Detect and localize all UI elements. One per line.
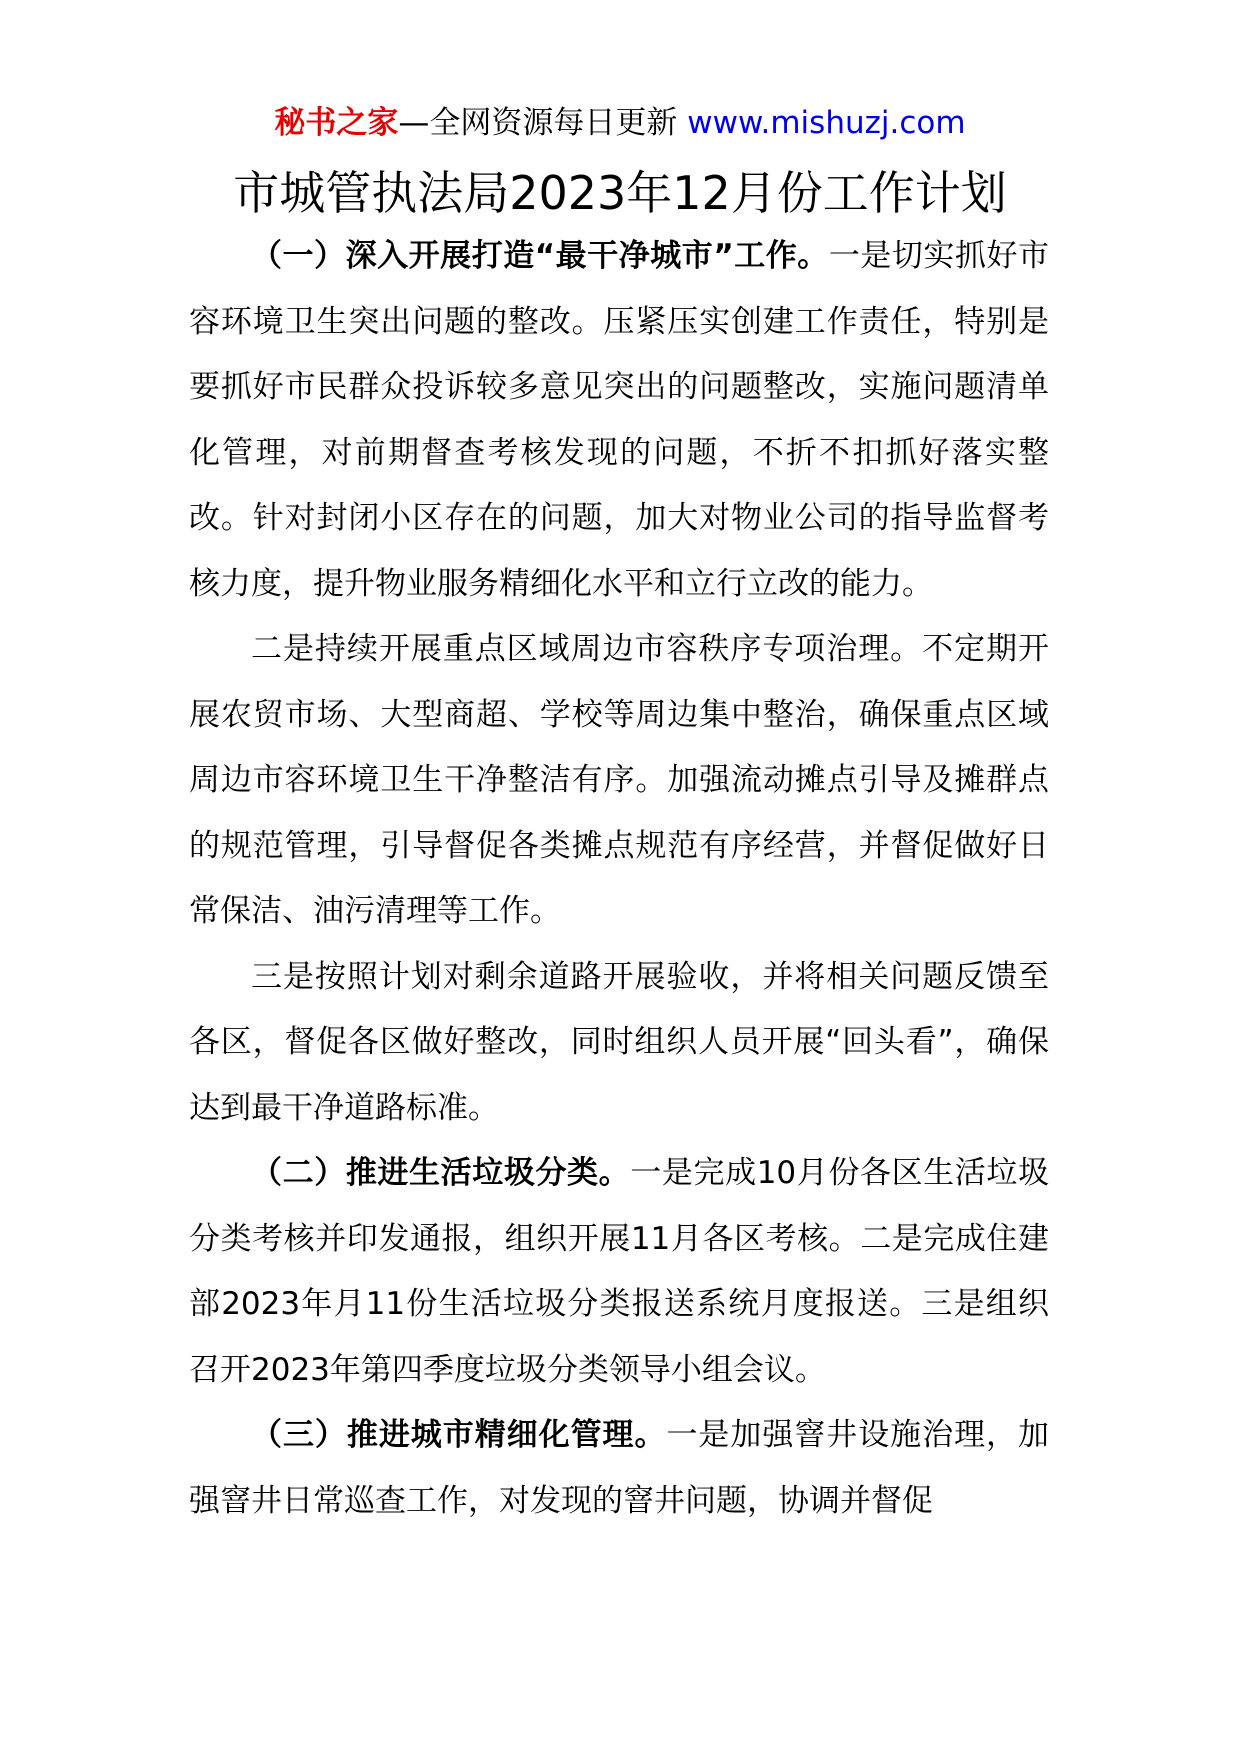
section-heading: （三）推进城市精细化管理。: [251, 1417, 667, 1453]
site-url-link[interactable]: www.mishuzj.com: [687, 105, 966, 141]
paragraph: [189, 617, 1049, 945]
paragraph: [189, 945, 1049, 1142]
document-body: [189, 224, 1049, 1534]
document-title: 市城管执法局2023年12月份工作计划: [233, 166, 1007, 220]
site-banner: [0, 100, 1240, 146]
paragraph-text: 一是切实抓好市容环境卫生突出问题的整改。压紧压实创建工作责任，特别是要抓好市民群众投诉较多意见突出的问题整改，实施问题清单化管理，对前期督查考核发现的问题，不折不扣抓好落实整改。针对封闭小区存在的问题，加大对物业公司的指导监督考核力度，提升物业服务精细化水平和立行立改的能力。: [189, 238, 1050, 602]
paragraph-text: 一是完成10月份各区生活垃圾分类考核并印发通报，组织开展11月各区考核。二是完成住建部2023年月11份生活垃圾分类报送系统月度报送。三是组织召开2023年第四季度垃圾分类领导小组会议。: [189, 1155, 1049, 1388]
section-heading: （二）推进生活垃圾分类。: [251, 1155, 631, 1191]
banner-slogan: —全网资源每日更新: [398, 105, 688, 141]
paragraph-text: 一是加强窨井设施治理，加强窨井日常巡查工作，对发现的窨井问题，协调并督促: [189, 1417, 1050, 1519]
paragraph-text: 二是持续开展重点区域周边市容秩序专项治理。不定期开展农贸市场、大型商超、学校等周边集中整治，确保重点区域周边市容环境卫生干净整洁有序。加强流动摊点引导及摊群点的规范管理，引导督促各类摊点规范有序经营，并督促做好日常保洁、油污清理等工作。: [189, 631, 1049, 929]
paragraph: [189, 224, 1049, 617]
paragraph-text: 三是按照计划对剩余道路开展验收，并将相关问题反馈至各区，督促各区做好整改，同时组织人员开展“回头看”，确保达到最干净道路标准。: [189, 958, 1049, 1126]
paragraph: [189, 1403, 1049, 1534]
paragraph: [189, 1141, 1049, 1403]
brand-name: 秘书之家: [274, 105, 399, 141]
section-heading: （一）深入开展打造“最干净城市”工作。: [251, 238, 829, 274]
